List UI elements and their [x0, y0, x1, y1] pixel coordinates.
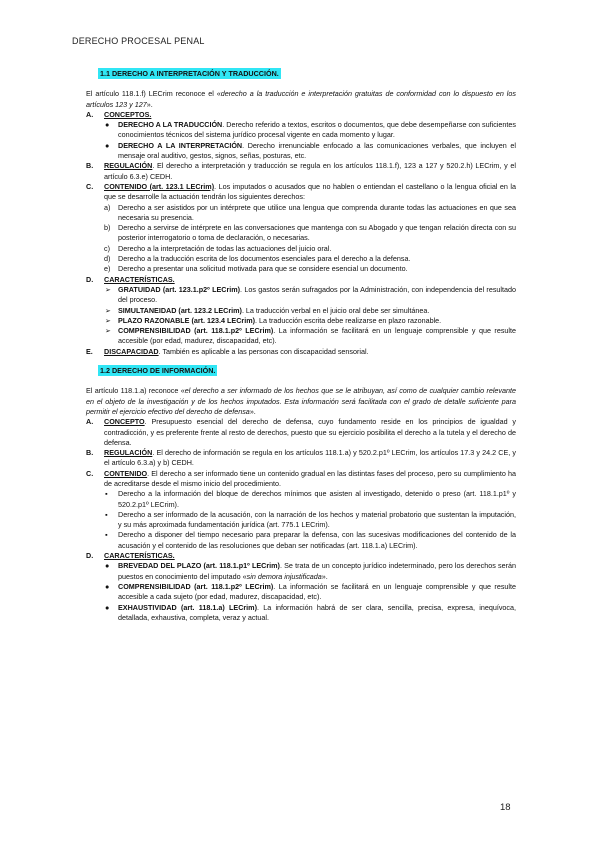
point-marker: D. — [86, 274, 94, 284]
item-desc: Derecho a disponer del tiempo necesario para preparar la defensa, con las sucesivas modificaciones del contenido de la acusación y el contenido de las resoluciones que deban ser notificadas (art. 118.1.a) LECrim). — [118, 530, 516, 550]
section-title — [98, 366, 516, 376]
arrow-bullet-icon: ➢ — [105, 305, 112, 315]
point-c — [86, 469, 516, 490]
point-text: . También es aplicable a las personas con discapacidad sensorial. — [158, 346, 369, 356]
list-item — [86, 582, 516, 603]
item-letter: b) — [104, 223, 111, 233]
point-marker: C. — [86, 181, 94, 191]
intro-text: El artículo 118.1.a) reconoce « — [86, 386, 185, 396]
highlighted-title: 1.2 DERECHO DE INFORMACIÓN. — [100, 366, 216, 376]
intro-paragraph — [86, 89, 516, 110]
page-content — [86, 69, 516, 623]
list-item — [86, 254, 516, 264]
bullet-icon: ● — [105, 561, 110, 571]
list-item — [86, 203, 516, 224]
list-item — [86, 489, 516, 510]
point-text: . Los imputados o acusados que no hablen o entiendan el castellano o la lengua oficial en la que se desarrolle la actuación tendrán los siguientes derechos: — [104, 181, 517, 202]
point-marker: B. — [86, 161, 94, 171]
item-desc: Derecho a la interpretación de todas las actuaciones del juicio oral. — [118, 243, 332, 253]
list-item — [86, 530, 516, 551]
arrow-bullet-icon: ➢ — [105, 284, 112, 294]
item-term: DERECHO A LA INTERPRETACIÓN — [118, 140, 243, 150]
page-number: 18 — [500, 802, 511, 813]
item-term: BREVEDAD DEL PLAZO (art. 118.1.p1º LECrim) — [118, 561, 280, 571]
item-letter: e) — [104, 264, 111, 274]
point-text: . El derecho a ser informado tiene un contenido gradual en las distintas fases del proceso, pero su cumplimiento ha de acreditarse desde el mismo inicio del procedimiento. — [104, 468, 516, 488]
item-desc: Derecho a ser informado de la acusación, con la narración de los hechos y material probatorio que sustentan la imputación, y su más aproximada fundamentación jurídica (art. 775.1 LECrim). — [118, 509, 516, 530]
item-letter: c) — [104, 243, 110, 253]
bullet-list — [86, 561, 516, 623]
lettered-list — [86, 203, 516, 275]
item-term: COMPRENSIBILIDAD (art. 118.1.p2º LECrim) — [118, 581, 274, 591]
item-desc: . La información habrá de ser clara, sencilla, precisa, expresa, inequívoca, detallada, exhaustiva, completa, veraz y actual. — [118, 602, 517, 622]
point-text: . El derecho a interpretación y traducción se regula en los artículos 118.1.f), 123 a 127 y 520.2.h) LECrim, y el artículo 6.3.e) CEDH. — [104, 161, 516, 181]
point-a — [86, 110, 516, 120]
point-d — [86, 275, 516, 285]
square-bullet-icon: ▪ — [105, 509, 108, 519]
item-desc: . La información se facilitará en un lenguaje comprensible y que resulte accesible a cada sujeto (por edad, madurez, discapacidad, etc). — [118, 581, 517, 602]
bullet-icon: ● — [105, 140, 110, 150]
list-item — [86, 561, 516, 582]
item-desc: Derecho a ser asistidos por un intérprete que utilice una lengua que comprenda durante todas las actuaciones en que sea necesaria su presencia. — [118, 202, 516, 222]
point-marker: C. — [86, 468, 94, 478]
point-a — [86, 417, 516, 448]
point-title: REGULACIÓN — [104, 448, 153, 458]
point-d — [86, 551, 516, 561]
point-title: CARACTERÍSTICAS. — [104, 551, 175, 561]
item-term: EXHAUSTIVIDAD (art. 118.1.a) LECrim) — [118, 602, 257, 612]
item-letter: a) — [104, 202, 111, 212]
item-desc: . La traducción escrita debe realizarse en plazo razonable. — [254, 315, 442, 325]
point-title: REGULACIÓN — [104, 161, 153, 171]
point-e — [86, 347, 516, 357]
point-text: . Presupuesto esencial del derecho de defensa, cuyo fundamento reside en los principios de igualdad y contradicción, y es preferente frente al resto de derechos, puesto que su ejercicio posibilita el derecho a la tutela y el derecho de defensa. — [104, 417, 516, 447]
point-c — [86, 182, 516, 203]
point-text: . El derecho de información se regula en los artículos 118.1.a) y 520.2.p1º LECrim, los artículos 17.3 y 24.2 CE, y el artículo 6.3.a) y b) CEDH. — [104, 448, 516, 468]
square-bullet-icon: ▪ — [105, 489, 108, 499]
point-marker: A. — [86, 109, 94, 119]
item-desc: . La traducción verbal en el juicio oral debe ser simultánea. — [241, 305, 430, 315]
bullet-icon: ● — [105, 602, 110, 612]
section-title — [98, 69, 516, 79]
item-desc: . La información se facilitará en un lenguaje comprensible y que resulte accesible (por edad, madurez, discapacidad, etc). — [118, 326, 517, 346]
point-title: CONCEPTOS. — [104, 109, 152, 119]
point-title: CONTENIDO — [104, 468, 148, 478]
intro-text: El artículo 118.1.f) LECrim reconoce el « — [86, 89, 221, 99]
list-item — [86, 244, 516, 254]
square-list — [86, 489, 516, 551]
item-desc-end: ». — [321, 571, 328, 581]
list-item — [86, 510, 516, 531]
item-desc: Derecho a la traducción escrita de los documentos esenciales para el derecho a la defensa. — [118, 254, 411, 264]
point-marker: A. — [86, 417, 94, 427]
running-header: DERECHO PROCESAL PENAL — [72, 36, 205, 46]
point-b — [86, 161, 516, 182]
item-term: DERECHO A LA TRADUCCIÓN — [118, 120, 223, 130]
intro-text-end: ». — [146, 99, 153, 109]
item-term: SIMULTANEIDAD (art. 123.2 LECrim) — [118, 305, 242, 315]
item-desc: . Se trata de un concepto jurídico indeterminado, pero los derechos serán puestos en conocimiento del imputado « — [118, 561, 516, 581]
point-marker: D. — [86, 551, 94, 561]
bullet-list — [86, 120, 516, 161]
list-item — [86, 285, 516, 306]
point-title: CARACTERÍSTICAS. — [104, 274, 175, 284]
item-desc: . Derecho referido a textos, escritos o documentos, que debe desempeñarse con suficientes conocimientos técnicos del sistema jurídico procesal vigente en cada momento y lugar. — [118, 120, 517, 140]
point-title: DISCAPACIDAD — [104, 346, 159, 356]
arrow-bullet-icon: ➢ — [105, 326, 112, 336]
list-item — [86, 223, 516, 244]
item-term: COMPRENSIBILIDAD (art. 118.1.p2º LECrim) — [118, 326, 274, 336]
list-item — [86, 120, 516, 141]
item-quote: sin demora injustificada — [246, 571, 322, 581]
point-marker: E. — [86, 346, 93, 356]
point-title: CONTENIDO (art. 123.1 LECrim) — [104, 181, 215, 191]
square-bullet-icon: ▪ — [105, 530, 108, 540]
item-term: PLAZO RAZONABLE (art. 123.4 LECrim) — [118, 315, 255, 325]
list-item — [86, 326, 516, 347]
item-desc: Derecho a la información del bloque de derechos mínimos que asisten al investigado, detenido o preso (art. 118.1.p1º y 520.2.p1º LECrim). — [118, 489, 516, 509]
bullet-icon: ● — [105, 120, 110, 130]
list-item — [86, 141, 516, 162]
arrow-list — [86, 285, 516, 347]
intro-quote: derecho a la traducción e interpretación gratuitas de conformidad con lo dispuesto en los artículos 123 y 127 — [86, 89, 516, 109]
list-item — [86, 316, 516, 326]
point-title: CONCEPTO — [104, 417, 145, 427]
intro-paragraph — [86, 386, 516, 417]
point-marker: B. — [86, 448, 94, 458]
list-item — [86, 603, 516, 624]
item-term: GRATUIDAD (art. 123.1.p2º LECrim) — [118, 284, 241, 294]
intro-text-end: ». — [249, 406, 256, 416]
arrow-bullet-icon: ➢ — [105, 315, 112, 325]
intro-quote: el derecho a ser informado de los hechos que se le atribuyan, así como de cualquier cambio relevante en el objeto de la investigación y de los hechos imputados. Esta información será facilitada con el grado de detalle suficiente para permitir el ejercicio efectivo del derecho de defensa — [86, 386, 517, 416]
item-desc: . Los gastos serán sufragados por la Administración, con independencia del resultado del proceso. — [118, 284, 516, 305]
highlighted-title: 1.1 DERECHO A INTERPRETACIÓN Y TRADUCCIÓN. — [100, 69, 279, 78]
list-item — [86, 306, 516, 316]
item-letter: d) — [104, 254, 111, 264]
list-item — [86, 264, 516, 274]
bullet-icon: ● — [105, 581, 110, 591]
item-desc: Derecho a servirse de intérprete en las conversaciones que mantenga con su Abogado y que tengan relación directa con su posterior interrogatorio o toma de declaración, o necesarias. — [118, 223, 516, 243]
item-desc: . Derecho irrenunciable enfocado a las comunicaciones verbales, que incluyen el mensaje oral auditivo, gestos, signos, señas, posturas, etc. — [118, 140, 516, 161]
point-b — [86, 448, 516, 469]
item-desc: Derecho a presentar una solicitud motivada para que se considere esencial un documento. — [118, 264, 408, 274]
